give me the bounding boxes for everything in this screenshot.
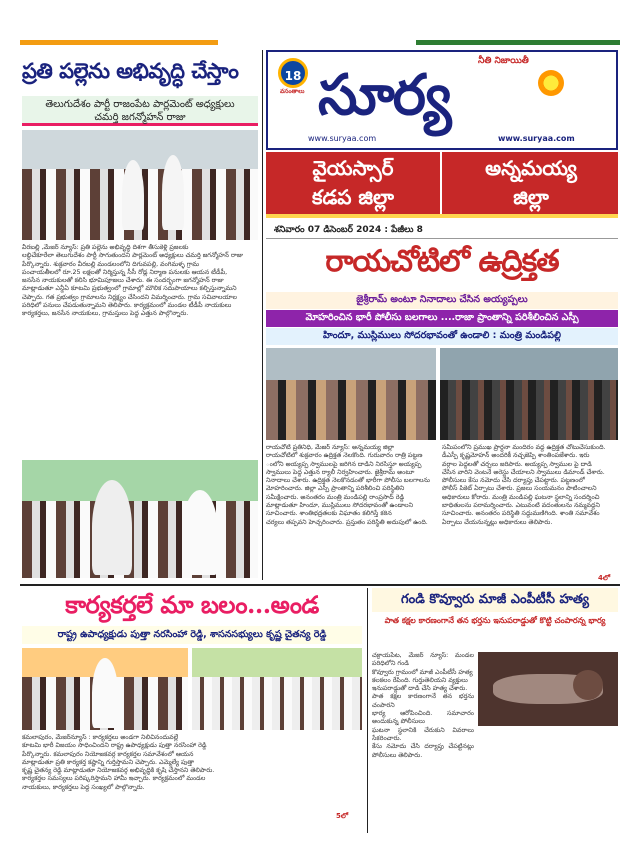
- text-line: మాట్లాడుతూ ప్రతి కార్యకర్త కష్టాన్ని గుర్తిస్తామని చెప్పారు. ఎమ్మెల్యే పుత్తా: [22, 758, 195, 766]
- section2-body: [22, 734, 362, 830]
- edition-district-left: [266, 152, 442, 214]
- section3-headline: గండి కొవ్వూరు మాజీ ఎంపీటీసీ హత్య: [372, 588, 618, 612]
- photo-person: [92, 480, 132, 575]
- text-line: కార్యకర్తలు, జనసేన నాయకులు, గ్రామస్తులు పెద్ద ఎత్తున పాల్గొన్నారు.: [22, 310, 189, 318]
- main-story-photo-left: [266, 348, 436, 440]
- column-divider: [367, 588, 368, 833]
- photo-crowd: [192, 677, 362, 730]
- main-story-body-right: [442, 444, 618, 576]
- text-line: కేసు నమోదు చేసి దర్యాప్తు చేపట్టినట్లు పోలీసులు తెలిపారు.: [372, 743, 474, 759]
- text-line: చేసిన వారిని వెంటనే అరెస్టు చేయాలని స్వాములు డిమాండ్ చేశారు.: [442, 468, 605, 476]
- main-story-body-left: [266, 444, 438, 580]
- left-story-body: [22, 244, 258, 454]
- text-line: పేర్కొన్నారు. శుక్రవారం వీరబల్లి మండలంలోని దిగువపల్లి, వంగిమళ్ళ గ్రామ: [22, 260, 200, 268]
- date-line: శనివారం 07 డిసెంబర్ 2024 : పేజీలు 8: [266, 222, 618, 239]
- section2-photo-right: [192, 648, 362, 730]
- text-line: డీఎస్పీ కృష్ణమోహన్ అందరికీ నచ్చజెప్పి శాంతింపజేశారు. ఇరు: [442, 452, 590, 460]
- text-line: ంలోని అయ్యప్ప స్వాములపై జరిగిన దాడిని నిరసిస్తూ అయ్యప్ప: [266, 460, 422, 468]
- text-line: కృష్ణ చైతన్య రెడ్డి మాట్లాడుతూ నియోజకవర్గ అభివృద్ధికి కృషి చేస్తానని తెలిపారు.: [22, 767, 215, 775]
- masthead-tagline: నీతి నిజాయితీ: [478, 56, 529, 66]
- text-line: సూచించారు. అనంతరం పరిస్థితి సద్దుమణిగింది. శాంతి సమావేశం: [442, 510, 600, 518]
- text-line: రాయచోటి ప్రతినిధి, మేజర్ న్యూస్: అన్నమయ్య జిల్లా: [266, 444, 395, 451]
- website-link[interactable]: www.suryaa.com: [308, 134, 377, 143]
- photo-crowd: [440, 380, 618, 440]
- text-line: స్వాములు పెద్ద ఎత్తున ర్యాలీ నిర్వహించారు. జైశ్రీరామ్ అంటూ: [266, 468, 415, 476]
- text-line: పంచాయతీలలో రూ.25 లక్షలతో నిర్మిస్తున్న సీసీ రోడ్ల నిర్మాణ పనులకు ఆయన టీడీపీ,: [22, 268, 228, 276]
- section2-headline: కార్యకర్తలే మా బలం...అండ: [65, 590, 319, 619]
- text-line: ఇనుపరాడ్డుతో దాడి చేసి హత్య చేశారు.: [372, 685, 468, 693]
- edition-right-line2: జిల్లా: [513, 185, 549, 209]
- left-story-photo: [22, 130, 258, 240]
- text-line: నాయకులు, కార్యకర్తలు పెద్ద సంఖ్యలో పాల్గొన్నారు.: [22, 783, 145, 791]
- anniversary-badge: 18: [278, 58, 308, 88]
- text-line: రాయచోటిలో శుక్రవారం ఉద్రిక్తత నెలకొంది. గురువారం రాత్రి పట్టణ: [266, 452, 423, 460]
- edition-left-line1: వైయస్సార్: [312, 156, 394, 180]
- anniversary-caption: వసంతాలు: [280, 88, 305, 95]
- text-line: భార్య ఆరోపించింది. సమాచారం అందుకున్న పోలీసులు: [372, 710, 474, 726]
- photo-person: [122, 160, 144, 230]
- photo-victim-head: [573, 670, 603, 700]
- photo-sky: [192, 648, 362, 677]
- edition-banner: [266, 152, 618, 218]
- edition-left-line2: కడప జిల్లా: [312, 185, 394, 209]
- text-line: కొవ్వూరు గ్రామంలో మాజీ ఎంపీటీసీ హత్య: [372, 668, 473, 676]
- photo-sky: [22, 460, 258, 501]
- text-line: ఘటనా స్థలానికి చేరుకుని వివరాలు సేకరించారు.: [372, 726, 474, 742]
- text-line: ఏర్పాటు చేయనున్నట్లు అధికారులు తెలిపారు.: [442, 518, 553, 526]
- left-story-subhead-line2: చమర్తి జగన్మోహన్ రాజు: [94, 112, 186, 123]
- photo-person: [162, 155, 184, 230]
- main-story-photo-right: [440, 348, 618, 440]
- text-line: పేర్కొన్నారు. కమలాపురం నియోజకవర్గ కార్యకర్తల సమావేశంలో ఆయన: [22, 750, 194, 758]
- photo-sky: [266, 348, 436, 380]
- text-line: పాత కక్షల కారణంగానే తన భర్తను చంపారని: [372, 693, 474, 709]
- website-link-repeat[interactable]: www.suryaa.com: [498, 134, 575, 143]
- text-line: పోలీస్ పికెట్ ఏర్పాటు చేశారు. ప్రజలు సంయమనం పాటించాలని: [442, 485, 597, 493]
- horizontal-divider: [20, 584, 620, 586]
- text-line: నినాదాలు చేశారు. ఉద్రిక్తత నెలకొనడంతో భారీగా పోలీసు బలగాలను: [266, 477, 430, 485]
- text-line: చెప్పారు. గత ప్రభుత్వం గ్రామాలను నిర్లక్ష్యం చేసిందని విమర్శించారు. గ్రామ సచివాలయాల: [22, 293, 237, 301]
- column-divider: [262, 50, 263, 580]
- left-story-subhead-line1: తెలుగుదేశం పార్టీ రాజంపేట పార్లమెంట్ అధ్యక్షులు: [45, 99, 235, 110]
- main-deck-2: మోహరించిన భారీ పోలీసు బలగాలు ....రాజా ప్రాంతాన్ని పరిశీలించిన ఎస్పీ: [266, 310, 618, 327]
- top-color-strip: [20, 40, 620, 45]
- photo-sky: [22, 130, 258, 169]
- text-line: కార్యకర్తల సమస్యలు పరిష్కరిస్తామని హామీ ఇచ్చారు. కార్యక్రమంలో మండల: [22, 775, 206, 783]
- section3-deck: పాత కక్షల కారణంగానే తన భర్తను ఇనుపరాడ్డుతో కొట్టి చంపారన్న భార్య: [384, 616, 606, 625]
- section2-photo-left: [22, 648, 188, 730]
- main-deck-1: జైశ్రీరామ్ అంటూ నినాదాలు చేసిన అయ్యప్పలు: [266, 292, 618, 309]
- text-line: కలకలం రేపింది. గుర్తుతెలియని వ్యక్తులు: [372, 676, 468, 684]
- photo-person: [182, 490, 218, 575]
- text-line: చక్రాయపేట, మేజర్ న్యూస్: మండల పరిధిలోని గండి: [372, 652, 474, 668]
- masthead: [266, 50, 618, 150]
- section2-continued-marker: 5లో: [336, 812, 349, 820]
- text-line: పోలీసులు కేసు నమోదు చేసి దర్యాప్తు చేపట్టారు. పట్టణంలో: [442, 477, 585, 485]
- text-line: పరిధిలో పనులు చేపడుతున్నామని తెలిపారు. కార్యక్రమంలో మండల టీడీపీ నాయకులు: [22, 302, 232, 310]
- text-line: వీరబల్లి ,మేజర్ న్యూస్: ప్రతి పల్లెను అభివృద్ధి దిశగా తీసుకెళ్లి ప్రజలకు: [22, 244, 189, 251]
- edition-district-right: [444, 152, 618, 214]
- text-line: జనసేన నాయకులతో కలిసి భూమిపూజలు చేశారు. ఈ సందర్భంగా జగన్మోహన్ రాజు: [22, 277, 224, 285]
- text-line: లబ్ధిచేకూరేలా తెలుగుదేశం పార్టీ సాగుతుందని పార్లమెంట్ అధ్యక్షులు చమర్తి జగన్మోహన్ రాజు: [22, 252, 243, 260]
- text-line: సమీపంలోని ప్రముఖ ప్రార్థనా మందిరం వద్ద ఉద్రిక్తత చోటుచేసుకుంది.: [442, 444, 606, 451]
- newspaper-name: సూర్య: [318, 62, 450, 128]
- text-line: కూటమి భారీ విజయం సాధించిందని రాష్ట్ర ఉపాధ్యక్షుడు పుత్తా నరసింహా రెడ్డి: [22, 742, 207, 750]
- text-line: వర్గాల పెద్దలతో చర్చలు జరిపారు. అయ్యప్ప స్వాముల పై దాడి: [442, 460, 592, 468]
- main-story-continued-marker: 4లో: [598, 574, 611, 582]
- text-line: అధికారులు కోరారు. మంత్రి మండిపల్లి ఘటనా స్థలాన్ని సందర్శించి: [442, 493, 600, 501]
- text-line: మోహరించారు. జిల్లా ఎస్పీ ప్రాంతాన్ని పరిశీలించి పరిస్థితిని: [266, 485, 405, 493]
- left-story-subhead: [22, 96, 258, 126]
- section3-photo: [478, 652, 618, 726]
- text-line: సమీక్షించారు. అనంతరం మంత్రి మండిపల్లి రాంప్రసాద్ రెడ్డి: [266, 493, 405, 501]
- main-headline: రాయచోటిలో ఉద్రిక్తత: [325, 244, 559, 279]
- text-line: సూచించారు. శాంతిభద్రతలకు విఘాతం కలిగిస్తే కఠిన: [266, 510, 392, 518]
- photo-person: [92, 658, 118, 728]
- text-line: మాట్లాడుతూ ఎన్డీఏ కూటమి ప్రభుత్వంలో గ్రామాల్లో మౌలిక సదుపాయాలు కల్పిస్తున్నామని: [22, 285, 237, 293]
- text-line: కమలాపురం, మేజర్‌న్యూస్ : కార్యకర్తలు అండగా నిలిచినందువల్లే: [22, 734, 179, 741]
- main-deck-3: హిందూ, ముస్లిములు సోదరభావంతో ఉండాలి : మంత్రి మండిపల్లి: [266, 328, 618, 345]
- photo-crowd: [266, 380, 436, 440]
- photo-sky: [440, 348, 618, 380]
- photo-crowd: [22, 501, 258, 578]
- text-line: చర్యలు తప్పవని హెచ్చరించారు. ప్రస్తుతం పరిస్థితి అదుపులో ఉంది.: [266, 518, 428, 526]
- text-line: మాట్లాడుతూ హిందూ, ముస్లిములు సోదరభావంతో ఉండాలని: [266, 502, 414, 510]
- left-story-headline: ప్రతి పల్లెను అభివృద్ధి చేస్తాం: [22, 58, 239, 83]
- text-line: బాధితులను పరామర్శించారు. ఎటువంటి వదంతులను నమ్మవద్దని: [442, 502, 600, 510]
- left-story-photo-2: [22, 460, 258, 578]
- edition-right-line1: అన్నమయ్య: [485, 156, 577, 180]
- section3-body: [372, 652, 474, 830]
- section2-deck: రాష్ట్ర ఉపాధ్యక్షుడు పుత్తా నరసింహా రెడ్డి, శాసనసభ్యులు కృష్ణ చైతన్య రెడ్డి: [22, 626, 362, 644]
